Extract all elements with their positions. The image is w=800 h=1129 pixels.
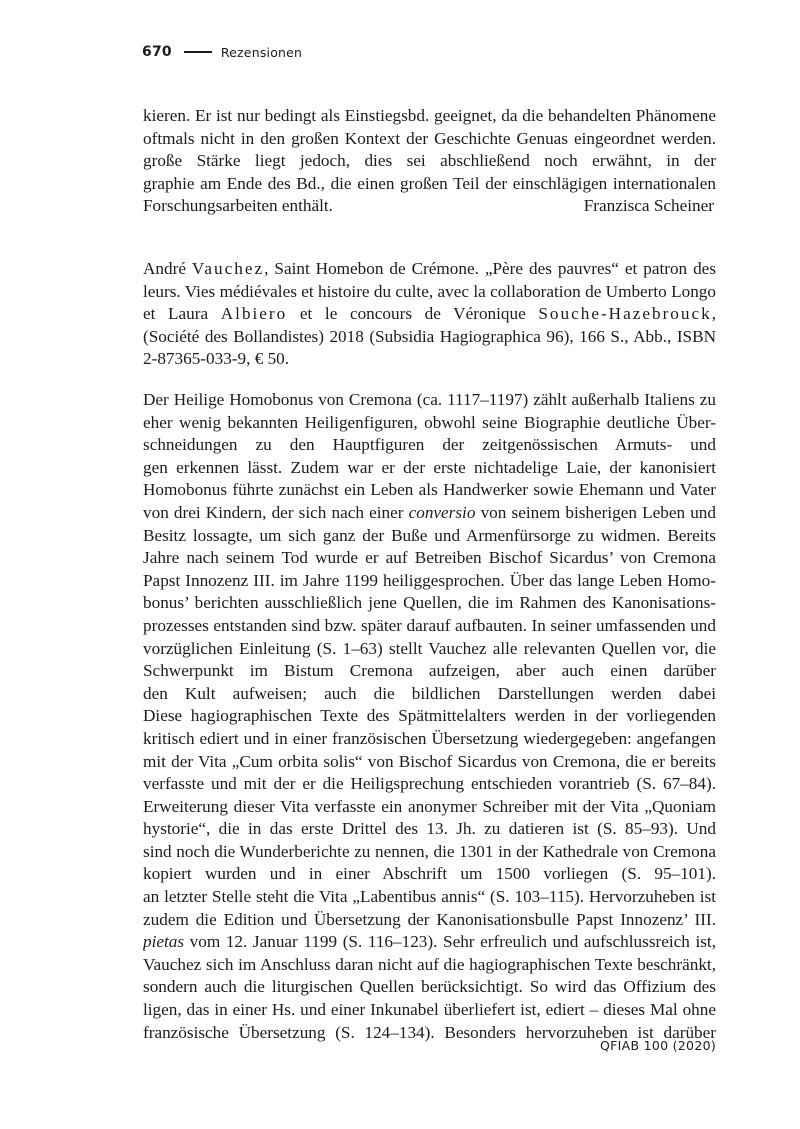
- text-line: Diese hagiographischen Texte des Spätmittelalters werden in der vorliegenden: [143, 706, 716, 726]
- text-line: [143, 931, 716, 954]
- text-line: Homobonus führte zunächst ein Leben als Handwerker sowie Ehemann und Vater: [143, 480, 716, 500]
- page-number: 670: [142, 44, 172, 60]
- text-line: Erweiterung dieser Vita verfasste ein anonymer Schreiber mit der Vita „Quoniam: [143, 796, 716, 816]
- text-line: eher wenig bekannten Heiligenfiguren, obwohl seine Biographie deutliche Über-: [143, 412, 716, 432]
- signature-line: [143, 195, 716, 218]
- italic-term: conversio: [408, 502, 476, 522]
- text-line: vorzüglichen Einleitung (S. 1–63) stellt Vauchez alle relevanten Quellen vor, die: [143, 638, 716, 658]
- text-segment: von seinem bisherigen Leben und: [475, 502, 716, 522]
- text-line: Jahre nach seinem Tod wurde er auf Betreiben Bischof Sicardus’ von Cremona: [143, 548, 716, 568]
- text-line: mit der Vita „Cum orbita solis“ von Bischof Sicardus von Cremona, die er bereits: [143, 751, 716, 771]
- text-segment: vom 12. Januar 1199 (S. 116–123). Sehr erfreulich und aufschlussreich ist,: [189, 932, 716, 952]
- collaborator-name: Souche-Hazebrouck: [538, 304, 712, 324]
- text-line: den Kult aufweisen; auch die bildlichen Darstellungen werden dabei: [143, 683, 716, 703]
- text-line: graphie am Ende des Bd., die einen großen Teil der einschlägigen internationalen: [143, 173, 716, 193]
- text-line: französische Übersetzung (S. 124–134). Besonders hervorzuheben ist darüber: [143, 1022, 716, 1042]
- citation-text: ,: [711, 304, 716, 324]
- text-line: kopiert wurden und in einer Abschrift um 1500 vorliegen (S. 95–101).: [143, 864, 716, 884]
- text-line: [143, 909, 716, 932]
- text-line: verfasste und mit der er die Heiligsprechung entschieden vorantrieb (S. 67–84).: [143, 774, 716, 794]
- text-line: [143, 502, 716, 525]
- citation-line: leurs. Vies médiévales et histoire du culte, avec la collaboration de Umberto Longo: [143, 281, 716, 301]
- citation-line: 2-87365-033-9, € 50.: [143, 349, 290, 369]
- text-line: gen erkennen lässt. Zudem war er der erste nichtadelige Laie, der kanonisiert: [143, 457, 716, 477]
- text-line: Schwerpunkt im Bistum Cremona aufzeigen, aber auch einen darüber: [143, 661, 716, 681]
- citation-line: [143, 303, 716, 326]
- text-line: kritisch ediert und in einer französischen Übersetzung wiedergegeben: angefangen: [143, 728, 716, 748]
- text-line: Vauchez sich im Anschluss daran nicht auf die hagiographischen Texte beschränkt,: [143, 954, 716, 974]
- author-last-name: Vauchez: [191, 259, 265, 278]
- review-body: [143, 389, 716, 1044]
- text-line: Papst Innozenz III. im Jahre 1199 heiliggesprochen. Über das lange Leben Homo-: [143, 570, 716, 590]
- text-line: schneidungen zu den Hauptfiguren der zeitgenössischen Armuts- und: [143, 435, 716, 455]
- text-line: hystorie“, die in das erste Drittel des 13. Jh. zu datieren ist (S. 85–93). Und: [143, 819, 716, 839]
- text-line: Der Heilige Homobonus von Cremona (ca. 1117–1197) zählt außerhalb Italiens zu: [143, 390, 716, 409]
- italic-term: pietas: [143, 932, 185, 952]
- text-line: große Stärke liegt jedoch, dies sei abschließend noch erwähnt, in der: [143, 151, 716, 171]
- text-line: an letzter Stelle steht die Vita „Labentibus annis“ (S. 103–115). Hervorzuheben ist: [143, 887, 716, 907]
- running-head: [142, 44, 302, 60]
- citation-line: [143, 258, 716, 281]
- collaborator-name: Albiero: [220, 304, 288, 324]
- reviewer-signature: Franzisca Scheiner: [583, 196, 714, 216]
- journal-footer: QFIAB 100 (2020): [599, 1038, 716, 1053]
- text-line: oftmals nicht in den großen Kontext der Geschichte Genuas eingeordnet werden.: [143, 128, 716, 148]
- text-line: prozesses entstanden sind bzw. später darauf aufbauten. In seiner umfassenden und: [143, 615, 716, 635]
- text-line: ligen, das in einer Hs. und einer Inkunabel überliefert ist, ediert – dieses Mal ohne: [143, 1000, 716, 1020]
- citation-title: , Saint Homebon de Crémone. „Père des pauvres“ et patron des: [264, 259, 716, 278]
- text-line: sind noch die Wunderberichte zu nennen, die 1301 in der Kathedrale von Cremona: [143, 841, 716, 861]
- section-title: Rezensionen: [220, 44, 303, 60]
- citation-text: et le concours de Véronique: [287, 304, 539, 324]
- previous-review-end: [143, 105, 716, 218]
- text-line: Forschungsarbeiten enthält.: [143, 196, 333, 216]
- citation-line: (Société des Bollandistes) 2018 (Subsidia Hagiographica 96), 166 S., Abb., ISBN: [143, 326, 716, 346]
- text-line: Besitz lossagte, um sich ganz der Buße und Armenfürsorge zu widmen. Bereits: [143, 525, 716, 545]
- text-line: bonus’ berichten ausschließlich jene Quellen, die im Rahmen des Kanonisations-: [143, 593, 716, 613]
- text-segment: von drei Kindern, der sich nach einer: [143, 502, 409, 522]
- text-line: sondern auch die liturgischen Quellen berücksichtigt. So wird das Offizium des: [143, 977, 716, 997]
- author-first-name: André: [143, 259, 192, 278]
- header-rule: [184, 51, 212, 53]
- citation-text: et Laura: [143, 304, 221, 324]
- text-segment: zudem die Edition und Übersetzung der Kanonisationsbulle Papst Innozenz’ III.: [143, 909, 716, 929]
- book-citation: [143, 258, 716, 371]
- text-line: kieren. Er ist nur bedingt als Einstiegsbd. geeignet, da die behandelten Phänomene: [143, 106, 716, 125]
